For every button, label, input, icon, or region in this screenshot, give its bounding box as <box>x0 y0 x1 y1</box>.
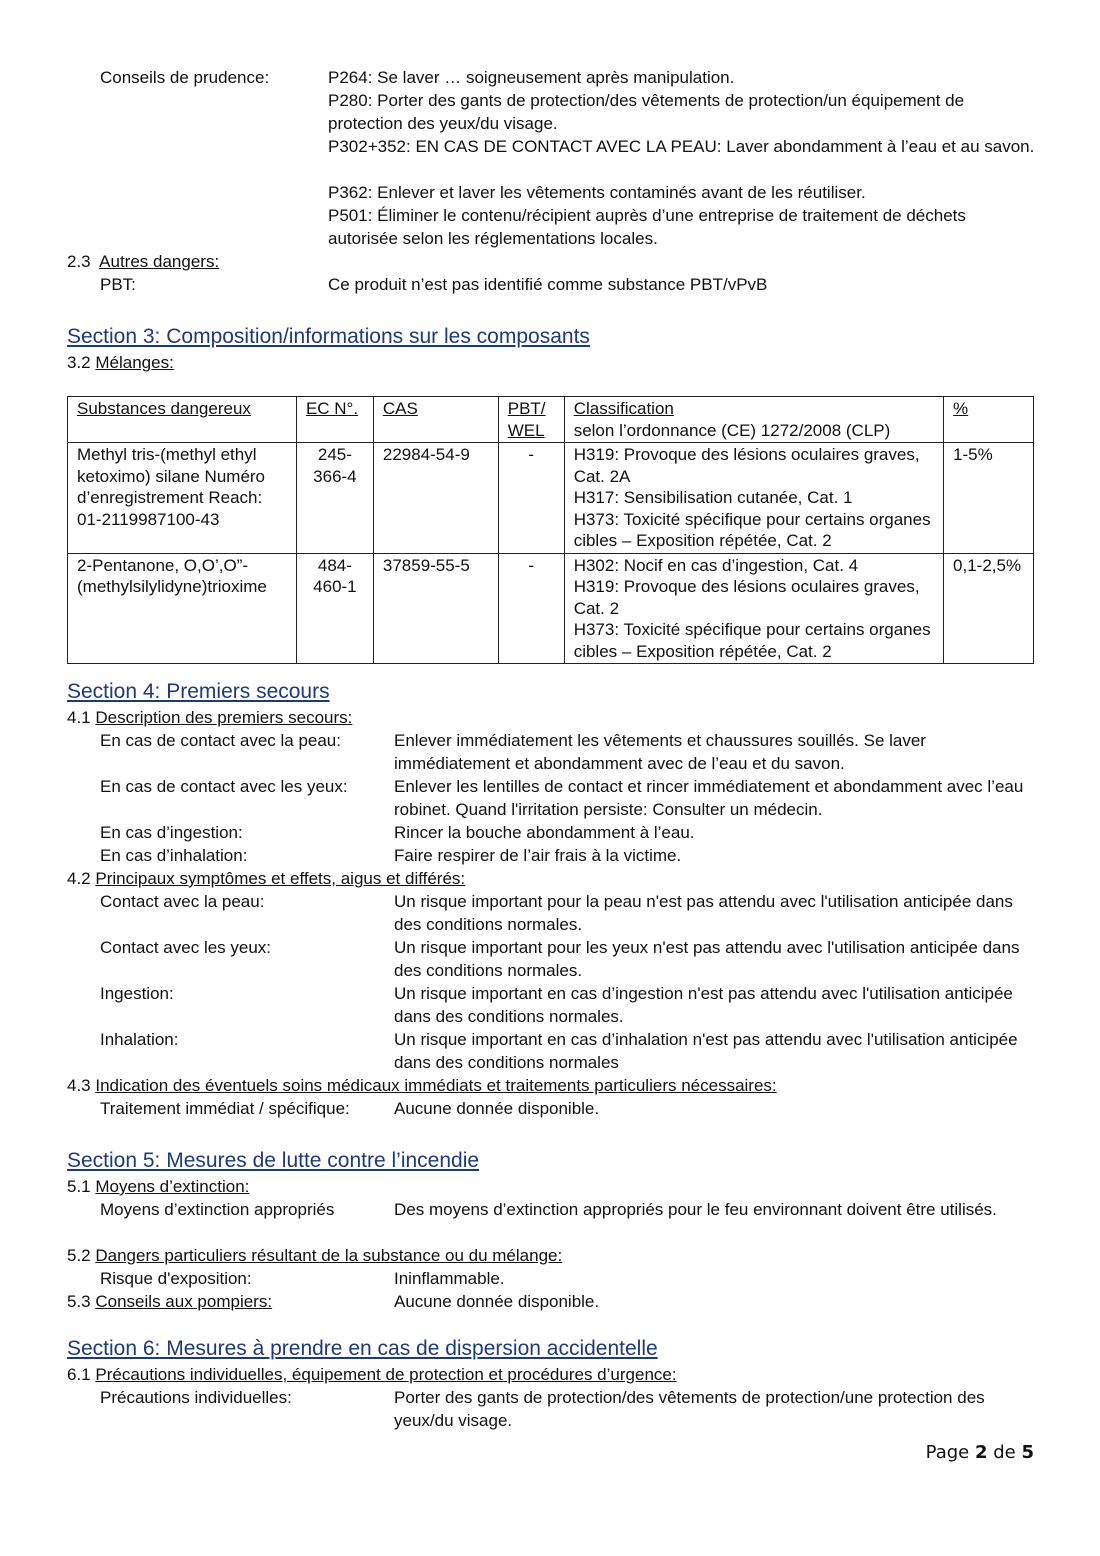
table-header-row <box>68 397 1034 443</box>
subsection-title: Moyens d’extinction: <box>95 1177 250 1196</box>
section-3-title: Section 3: Composition/informations sur les composants <box>67 325 590 348</box>
prudence-label: Conseils de prudence: <box>100 68 270 87</box>
subsection-3-2 <box>67 351 174 374</box>
treatment-text: Aucune donnée disponible. <box>394 1099 600 1118</box>
classification-item: H317: Sensibilisation cutanée, Cat. 1 <box>573 488 853 507</box>
prudence-item: P362: Enlever et laver les vêtements contaminés avant de les réutiliser. <box>328 183 866 202</box>
subsection-number: 5.3 <box>67 1292 91 1311</box>
classification-item: H373: Toxicité spécifique pour certains organes cibles – Exposition répétée, Cat. 2 <box>573 509 931 550</box>
cell-classification <box>564 553 943 664</box>
first-aid-label: En cas d’inhalation: <box>100 846 248 865</box>
current-page: 2 <box>974 1442 988 1463</box>
symptom-text: Un risque important pour la peau n'est pas attendu avec l'utilisation anticipée dans des conditions normales. <box>394 892 1013 934</box>
exposure-text: Ininflammable. <box>394 1269 505 1288</box>
classification-item: H319: Provoque des lésions oculaires graves, Cat. 2 <box>573 577 920 618</box>
precautions-label: Précautions individuelles: <box>100 1388 292 1407</box>
classification-item: H373: Toxicité spécifique pour certains organes cibles – Exposition répétée, Cat. 2 <box>573 620 931 661</box>
subsection-title: Dangers particuliers résultant de la substance ou du mélange: <box>95 1246 563 1265</box>
subsection-title: Description des premiers secours: <box>95 708 353 727</box>
subsection-5-1 <box>67 1175 249 1198</box>
symptom-label: Contact avec la peau: <box>100 892 265 911</box>
pbt-text: Ce produit n’est pas identifié comme substance PBT/vPvB <box>328 275 768 294</box>
symptom-text: Un risque important pour les yeux n'est pas attendu avec l'utilisation anticipée dans des conditions normales. <box>394 938 1020 980</box>
classification-item: H302: Nocif en cas d’ingestion, Cat. 4 <box>573 555 859 575</box>
subsection-number: 6.1 <box>67 1365 91 1384</box>
subsection-4-2 <box>67 867 465 890</box>
subsection-5-2 <box>67 1244 562 1267</box>
subsection-6-1 <box>67 1363 677 1386</box>
first-aid-label: En cas d’ingestion: <box>100 823 243 842</box>
subsection-title: Mélanges: <box>95 353 174 372</box>
first-aid-text: Enlever les lentilles de contact et rincer immédiatement et abondamment avec l’eau robinet. Quand l'irritation persiste: Consulter un médecin. <box>394 777 1024 819</box>
subsection-title: Indication des éventuels soins médicaux immédiats et traitements particuliers nécessaires: <box>95 1076 777 1095</box>
first-aid-text: Rincer la bouche abondamment à l’eau. <box>394 823 695 842</box>
subsection-2-3 <box>67 250 219 273</box>
total-pages: 5 <box>1021 1442 1034 1463</box>
symptom-label: Contact avec les yeux: <box>100 938 272 957</box>
header-percent: % <box>953 399 969 418</box>
subsection-number: 5.2 <box>67 1246 91 1265</box>
cell-pbt: - <box>498 443 564 554</box>
cell-pbt: - <box>498 553 564 664</box>
subsection-4-3 <box>67 1074 777 1097</box>
section-6-title: Section 6: Mesures à prendre en cas de dispersion accidentelle <box>67 1337 658 1360</box>
subsection-number: 3.2 <box>67 353 91 372</box>
symptom-label: Ingestion: <box>100 984 174 1003</box>
subsection-number: 4.1 <box>67 708 91 727</box>
symptom-text: Un risque important en cas d’inhalation n'est pas attendu avec l'utilisation anticipée dans des conditions normales <box>394 1030 1018 1072</box>
section-5-title: Section 5: Mesures de lutte contre l’incendie <box>67 1149 480 1172</box>
subsection-title: Principaux symptômes et effets, aigus et différés: <box>95 869 466 888</box>
cell-ec: 245-366-4 <box>296 443 373 554</box>
composition-table <box>67 396 1034 664</box>
section-4-title: Section 4: Premiers secours <box>67 680 330 703</box>
prudence-item: P264: Se laver … soigneusement après manipulation. <box>328 68 735 87</box>
table-row <box>68 443 1034 554</box>
first-aid-text: Faire respirer de l’air frais à la victime. <box>394 846 682 865</box>
symptom-text: Un risque important en cas d’ingestion n'est pas attendu avec l'utilisation anticipée dans des conditions normales. <box>394 984 1013 1026</box>
precautions-text: Porter des gants de protection/des vêtements de protection/une protection des yeux/du visage. <box>394 1388 985 1430</box>
prudence-item: P501: Éliminer le contenu/récipient auprès d’une entreprise de traitement de déchets autorisée selon les réglementations locales. <box>328 206 966 248</box>
subsection-number: 5.1 <box>67 1177 91 1196</box>
of-word: de <box>993 1442 1016 1463</box>
symptom-label: Inhalation: <box>100 1030 179 1049</box>
prudence-item: P302+352: EN CAS DE CONTACT AVEC LA PEAU: Laver abondamment à l’eau et au savon. <box>328 137 1035 156</box>
subsection-number: 4.3 <box>67 1076 91 1095</box>
header-ec: EC N°. <box>305 399 359 418</box>
treatment-label: Traitement immédiat / spécifique: <box>100 1099 350 1118</box>
prudence-item: P280: Porter des gants de protection/des vêtements de protection/un équipement de protection des yeux/du visage. <box>328 91 965 133</box>
firefighter-text: Aucune donnée disponible. <box>394 1292 600 1311</box>
subsection-5-3 <box>67 1290 272 1313</box>
subsection-number: 4.2 <box>67 869 91 888</box>
page-word: Page <box>925 1442 970 1463</box>
header-cas: CAS <box>382 399 418 418</box>
header-classification-sub: selon l’ordonnance (CE) 1272/2008 (CLP) <box>573 420 891 440</box>
first-aid-text: Enlever immédiatement les vêtements et chaussures souillés. Se laver immédiatement et abondamment avec de l’eau et du savon. <box>394 731 926 773</box>
pbt-label: PBT: <box>100 275 136 294</box>
subsection-number: 2.3 <box>67 252 91 271</box>
subsection-title: Précautions individuelles, équipement de protection et procédures d’urgence: <box>95 1365 677 1384</box>
extinction-label: Moyens d’extinction appropriés <box>100 1200 335 1219</box>
header-substance: Substances dangereux <box>77 399 251 418</box>
extinction-text: Des moyens d’extinction appropriés pour le feu environnant doivent être utilisés. <box>394 1200 997 1219</box>
header-classification: Classification <box>573 399 674 418</box>
subsection-4-1 <box>67 706 352 729</box>
cell-percent: 1-5% <box>944 443 1034 554</box>
first-aid-label: En cas de contact avec la peau: <box>100 731 341 750</box>
page-number <box>926 1442 1034 1463</box>
subsection-title: Autres dangers: <box>99 252 220 271</box>
cell-substance: 2-Pentanone, O,O’,O”-(methylsilylidyne)trioxime <box>68 553 297 664</box>
table-row <box>68 553 1034 664</box>
cell-cas: 37859-55-5 <box>373 553 498 664</box>
header-pbt: PBT/ WEL <box>507 399 546 440</box>
cell-classification <box>564 443 943 554</box>
classification-item: H319: Provoque des lésions oculaires graves, Cat. 2A <box>573 445 920 486</box>
cell-cas: 22984-54-9 <box>373 443 498 554</box>
first-aid-label: En cas de contact avec les yeux: <box>100 777 348 796</box>
cell-substance: Methyl tris-(methyl ethyl ketoximo) silane Numéro d’enregistrement Reach: 01-2119987100-43 <box>68 443 297 554</box>
cell-percent: 0,1-2,5% <box>944 553 1034 664</box>
exposure-label: Risque d'exposition: <box>100 1269 252 1288</box>
cell-ec: 484-460-1 <box>296 553 373 664</box>
subsection-title: Conseils aux pompiers: <box>95 1292 273 1311</box>
